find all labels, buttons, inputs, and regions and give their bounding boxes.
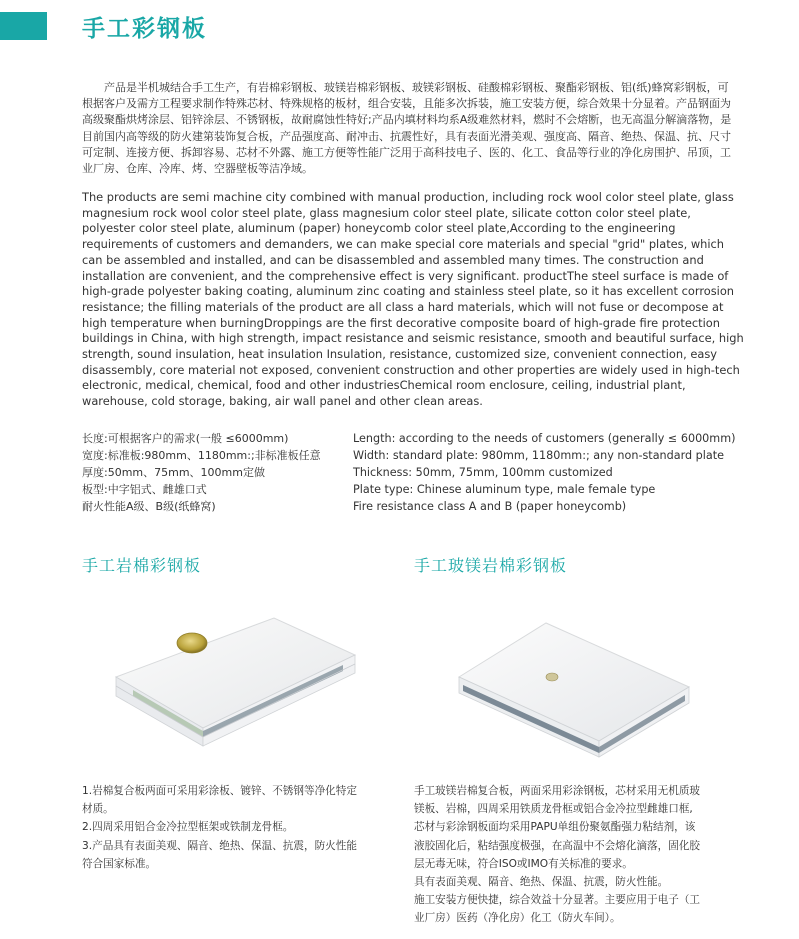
glass-magnesium-description: [414, 782, 704, 928]
glass-magnesium-panel-image: [451, 615, 696, 765]
spec-thickness-en: Thickness: 50mm, 75mm, 100mm customized: [353, 466, 613, 479]
spec-length-cn: 长度:可根据客户的需求(一般 ≤6000mm): [82, 432, 289, 445]
rockwool-panel-image: [108, 600, 363, 760]
rockwool-desc-line-2: 2.四周采用铝合金冷拉型框架或铁制龙骨框。: [82, 821, 294, 834]
product-title-glass-magnesium: 手工玻镁岩棉彩钢板: [414, 556, 568, 575]
rockwool-description: [82, 782, 367, 873]
title-accent-bar: [0, 12, 47, 40]
spec-thickness-cn: 厚度:50mm、75mm、100mm定做: [82, 466, 265, 479]
spec-plate-type-en: Plate type: Chinese aluminum type, male female type: [353, 483, 656, 496]
rockwool-desc-line-1: 1.岩棉复合板两面可采用彩涂板、镀锌、不锈钢等净化特定材质。: [82, 785, 357, 816]
spec-width-cn: 宽度:标准板:980mm、1180mm:;非标准板任意: [82, 449, 321, 462]
page-title: 手工彩钢板: [82, 16, 207, 42]
intro-chinese: 产品是半机城结合手工生产，有岩棉彩钢板、玻镁岩棉彩钢板、玻镁彩钢板、硅酸棉彩钢板、聚酯彩钢板、铝(纸)蜂窝彩钢板，可根据客户及需方工程要求制作特殊芯材、特殊规格的板材，组合安装，且能多次拆装，施工安装方便，综合效果十分显着。产品钢面为高级聚酯烘烤涂层、铝锌涂层、不锈钢板，故耐腐蚀性特好;产品内填材料均系A级难然材料，燃时不会熔断，也无高温分解滴落物，是目前国内高等级的防火建第装饰复合板，产品强度高、耐冲击、抗震性好，具有表面光滑美观、强度高、隔音、绝热、保温、抗、尺寸可定制、连接方便、拆卸容易、芯材不外露、施工方便等性能广泛用于高科技电子、医的、化工、食品等行业的净化房围护、吊顶，工业厂房、仓库、冷库、烤、空器壁板等洁净域。: [82, 81, 732, 176]
spec-length-en: Length: according to the needs of customers (generally ≤ 6000mm): [353, 432, 736, 445]
spec-plate-type-cn: 板型:中字铝式、雌雄口式: [82, 483, 207, 496]
spec-fire-rating-cn: 耐火性能A级、B级(纸蜂窝): [82, 500, 216, 513]
rockwool-desc-line-3: 3.产品具有表面美观、隔音、绝热、保温、抗震，防火性能符合国家标准。: [82, 839, 357, 870]
glass-magnesium-desc-line-2: 具有表面美观、隔音、绝热、保温、抗震，防火性能。: [414, 876, 669, 889]
specs-chinese: [82, 430, 342, 515]
glass-magnesium-desc-line-3: 施工安装方便快捷，综合效益十分显著。主要应用于电子（工业厂房）医药（净化房）化工（防火车间）。: [414, 894, 701, 925]
intro-english: The products are semi machine city combined with manual production, including rock wool color steel plate, glass magnesium rock wool color steel plate, glass magnesium color steel plate, silicate cotton color steel plate, polyester color steel plate, aluminum (paper) honeycomb color steel plate,According to the engineering requirements of customers and demanders, we can make special core materials and special "grid" plates, which can be assembled and installed, and can be disassembled and assembled many times. The construction and installation are convenient, and the comprehensive effect is very significant. productThe steel surface is made of high-grade polyester baking coating, aluminum zinc coating and stainless steel plate, so it has excellent corrosion resistance; the filling materials of the product are all class a hard materials, which will not fuse or decompose at high temperature when burningDroppings are the first decorative composite board of high-grade fire protection buildings in China, with high strength, impact resistance and seismic resistance, smooth and beautiful surface, high strength, sound insulation, heat insulation Insulation, resistance, customized size, convenient connection, easy disassembly, core material not exposed, convenient construction and other properties are widely used in high-tech electronic, medical, chemical, food and other industriesChemical room enclosure, ceiling, industrial plant, warehouse, cold storage, baking, air wall panel and other clean areas.: [82, 190, 744, 409]
product-title-rockwool: 手工岩棉彩钢板: [82, 556, 202, 575]
glass-magnesium-desc-line-1: 手工玻镁岩棉复合板，两面采用彩涂钢板，芯材采用无机质玻镁板、岩棉，四周采用铁质龙骨框或铝合金冷拉型雌雄口框, 芯材与彩涂钢板面均采用PAPU单组份聚氨酯强力粘结剂，该液胶固化后，粘结强度极强，在高温中不会熔化滴落，固化胶层无毒无味，符合ISO或IMO有关标准的要求。: [414, 785, 701, 870]
spec-width-en: Width: standard plate: 980mm, 1180mm:; any non-standard plate: [353, 449, 724, 462]
specs-english: [353, 430, 753, 515]
spec-fire-rating-en: Fire resistance class A and B (paper honeycomb): [353, 500, 627, 513]
